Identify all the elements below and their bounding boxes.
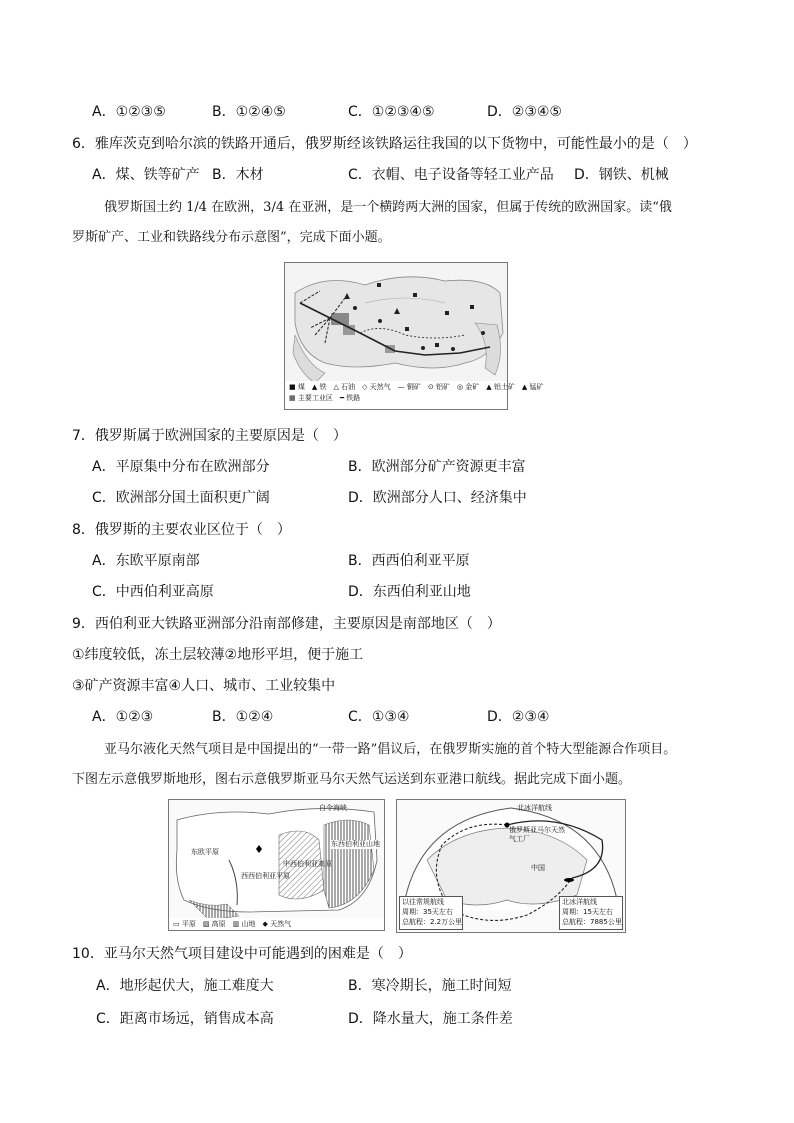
q7-option-b: B．欧洲部分矿产资源更丰富 [348,459,526,475]
box-left-period: 周期：35天左右 [402,908,453,916]
q10-option-d: D．降水量大，施工条件差 [348,1011,513,1027]
map2-label-plain-west-siberia: 西西伯利亚平原 [241,872,290,880]
map3-label-china: 中国 [531,864,545,872]
map3-box-regular-route [399,896,463,930]
map2-legend: ▭ 平原 ▨ 高原 ▥ 山地 ◆ 天然气 [173,920,292,928]
q7-option-d: D．欧洲部分人口、经济集中 [348,490,527,506]
russia-resources-map [284,262,544,410]
q10-option-c: C．距离市场远，销售成本高 [96,1011,274,1027]
q6-stem: 6．雅库茨克到哈尔滨的铁路开通后，俄罗斯经该铁路运往我国的以下货物中，可能性最小的是（ ） [72,136,697,152]
q10-option-b: B．寒冷期长，施工时间短 [348,978,512,994]
map3-box-arctic-route [559,896,623,930]
q6-option-c: C．衣帽、电子设备等轻工业产品 [348,167,554,183]
q6-option-a: A．煤、铁等矿产 [92,167,200,183]
q9-option-d: D．②③④ [487,709,550,725]
q5-option-b: B．①②④⑤ [212,104,286,120]
q7-option-c: C．欧洲部分国土面积更广阔 [92,490,270,506]
shipping-route-map [396,799,626,933]
q7-stem: 7．俄罗斯属于欧洲国家的主要原因是（ ） [72,428,347,444]
q9-statements-1: ①纬度较低，冻土层较薄②地形平坦，便于施工 [72,647,364,663]
box-left-distance: 总航程：2.2万公里 [402,918,463,926]
q5-option-d: D．②③④⑤ [487,104,562,120]
map1-legend-row2: ▦ 主要工业区 ━ 铁路 [289,394,361,402]
map3-label-arctic-route: 北冰洋航线 [517,804,552,812]
intro1-line1: 俄罗斯国土约 1/4 在欧洲，3/4 在亚洲，是一个横跨两大洲的国家，但属于传统的欧洲国家。读“俄 [104,200,672,215]
q8-option-c: C．中西伯利亚高原 [92,584,214,600]
map2-label-mountains: 东西伯利亚山地 [331,840,380,848]
q8-option-a: A．东欧平原南部 [92,553,200,569]
map1-legend-row1: ■ 煤 ▲ 铁 △ 石油 ◇ 天然气 — 铜矿 ⊙ 铝矿 ◎ 金矿 ▲ 铝土矿 ▲ 锰矿 [289,383,544,391]
box-right-period: 周期：15天左右 [562,908,613,916]
russia-terrain-map [168,799,385,931]
map3-label-yamal-plant: 俄罗斯亚马尔天然气工厂 [509,826,565,843]
q9-option-b: B．①②④ [212,709,274,725]
intro2-line2: 下图左示意俄罗斯地形，图右示意俄罗斯亚马尔天然气运送到东亚港口航线。据此完成下面小题。 [72,772,632,787]
q9-option-a: A．①②③ [92,709,154,725]
q10-stem: 10．亚马尔天然气项目建设中可能遇到的困难是（ ） [72,946,412,962]
q10-option-a: A．地形起伏大，施工难度大 [96,978,274,994]
q5-option-a: A．①②③⑤ [92,104,166,120]
intro2-line1: 亚马尔液化天然气项目是中国提出的“一带一路”倡议后，在俄罗斯实施的首个特大型能源合作项目。 [104,742,677,757]
q7-option-a: A．平原集中分布在欧洲部分 [92,459,270,475]
q9-option-c: C．①③④ [348,709,410,725]
box-right-distance: 总航程：7885公里 [562,918,622,926]
box-right-title: 北冰洋航线 [562,898,597,906]
q9-statements-2: ③矿产资源丰富④人口、城市、工业较集中 [72,678,336,694]
map2-label-plateau: 中西伯利亚高原 [283,860,332,868]
intro1-line2: 罗斯矿产、工业和铁路线分布示意图”，完成下面小题。 [72,230,391,245]
q6-option-b: B．木材 [212,167,264,183]
q8-option-b: B．西西伯利亚平原 [348,553,470,569]
q6-option-d: D．钢铁、机械 [574,167,669,183]
q8-option-d: D．东西伯利亚山地 [348,584,471,600]
q5-option-c: C．①②③④⑤ [348,104,435,120]
q8-stem: 8．俄罗斯的主要农业区位于（ ） [72,522,291,538]
map2-label-strait: 白令海峡 [319,804,347,812]
box-left-title: 以往常规航线 [402,898,444,906]
q9-stem: 9．西伯利亚大铁路亚洲部分沿南部修建，主要原因是南部地区（ ） [72,616,501,632]
map2-label-plain-east-europe: 东欧平原 [191,848,219,856]
